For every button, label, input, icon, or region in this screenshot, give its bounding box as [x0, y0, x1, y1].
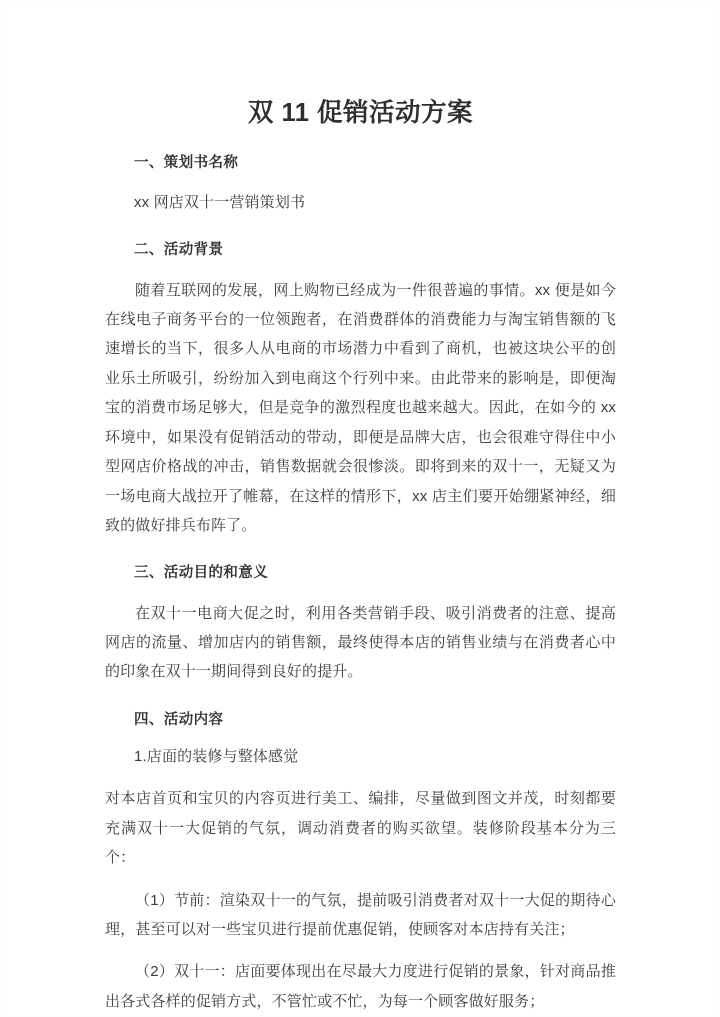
section-heading-4: 四、活动内容 — [134, 711, 224, 728]
section-4-paragraph-3: （2）双十一：店面要体现出在尽最大力度进行促销的景象，针对商品推出各式各样的促销方式，不管忙或不忙，为每一个顾客做好服务； — [105, 963, 616, 1010]
page-title: 双 11 促销活动方案 — [247, 99, 474, 127]
section-3-paragraph-1: 在双十一电商大促之时，利用各类营销手段、吸引消费者的注意、提高网店的流量、增加店内的销售额，最终使得本店的销售业绩与在消费者心中的印象在双十一期间得到良好的提升。 — [105, 604, 616, 681]
section-heading-2: 二、活动背景 — [134, 242, 224, 259]
section-1-paragraph-1: xx 网店双十一营销策划书 — [134, 194, 306, 212]
section-heading-1: 一、策划书名称 — [134, 154, 239, 171]
section-4-paragraph-2: （1）节前：渲染双十一的气氛，提前吸引消费者对双十一大促的期待心理，甚至可以对一些宝贝进行提前优惠促销，使顾客对本店持有关注； — [105, 891, 616, 938]
section-4-sub-heading: 1.店面的装修与整体感觉 — [134, 747, 299, 765]
document-body — [105, 0, 616, 1016]
section-2-paragraph-1: 随着互联网的发展，网上购物已经成为一件很普遍的事情。xx 便是如今在线电子商务平台的一位领跑者，在消费群体的消费能力与淘宝销售额的飞速增长的当下，很多人从电商的市场潜力中看到了商机，也被这块公平的创业乐土所吸引，纷纷加入到电商这个行列中来。由此带来的影响是，即便淘宝的消费市场足够大，但是竞争的激烈程度也越来越大。因此，在如今的 xx 环境中，如果没有促销活动的带动，即便是品牌大店，也会很难守得住中小型网店价格战的冲击，销售数据就会很惨淡。即将到来的双十一，无疑又为一场电商大战拉开了帷幕，在这样的情形下，xx 店主们要开始绷紧神经，细致的做好排兵布阵了。 — [105, 281, 616, 534]
section-heading-3: 三、活动目的和意义 — [134, 565, 269, 582]
section-4-paragraph-1: 对本店首页和宝贝的内容页进行美工、编排，尽量做到图文并茂，时刻都要充满双十一大促销的气氛，调动消费者的购买欲望。装修阶段基本分为三个： — [105, 790, 616, 867]
